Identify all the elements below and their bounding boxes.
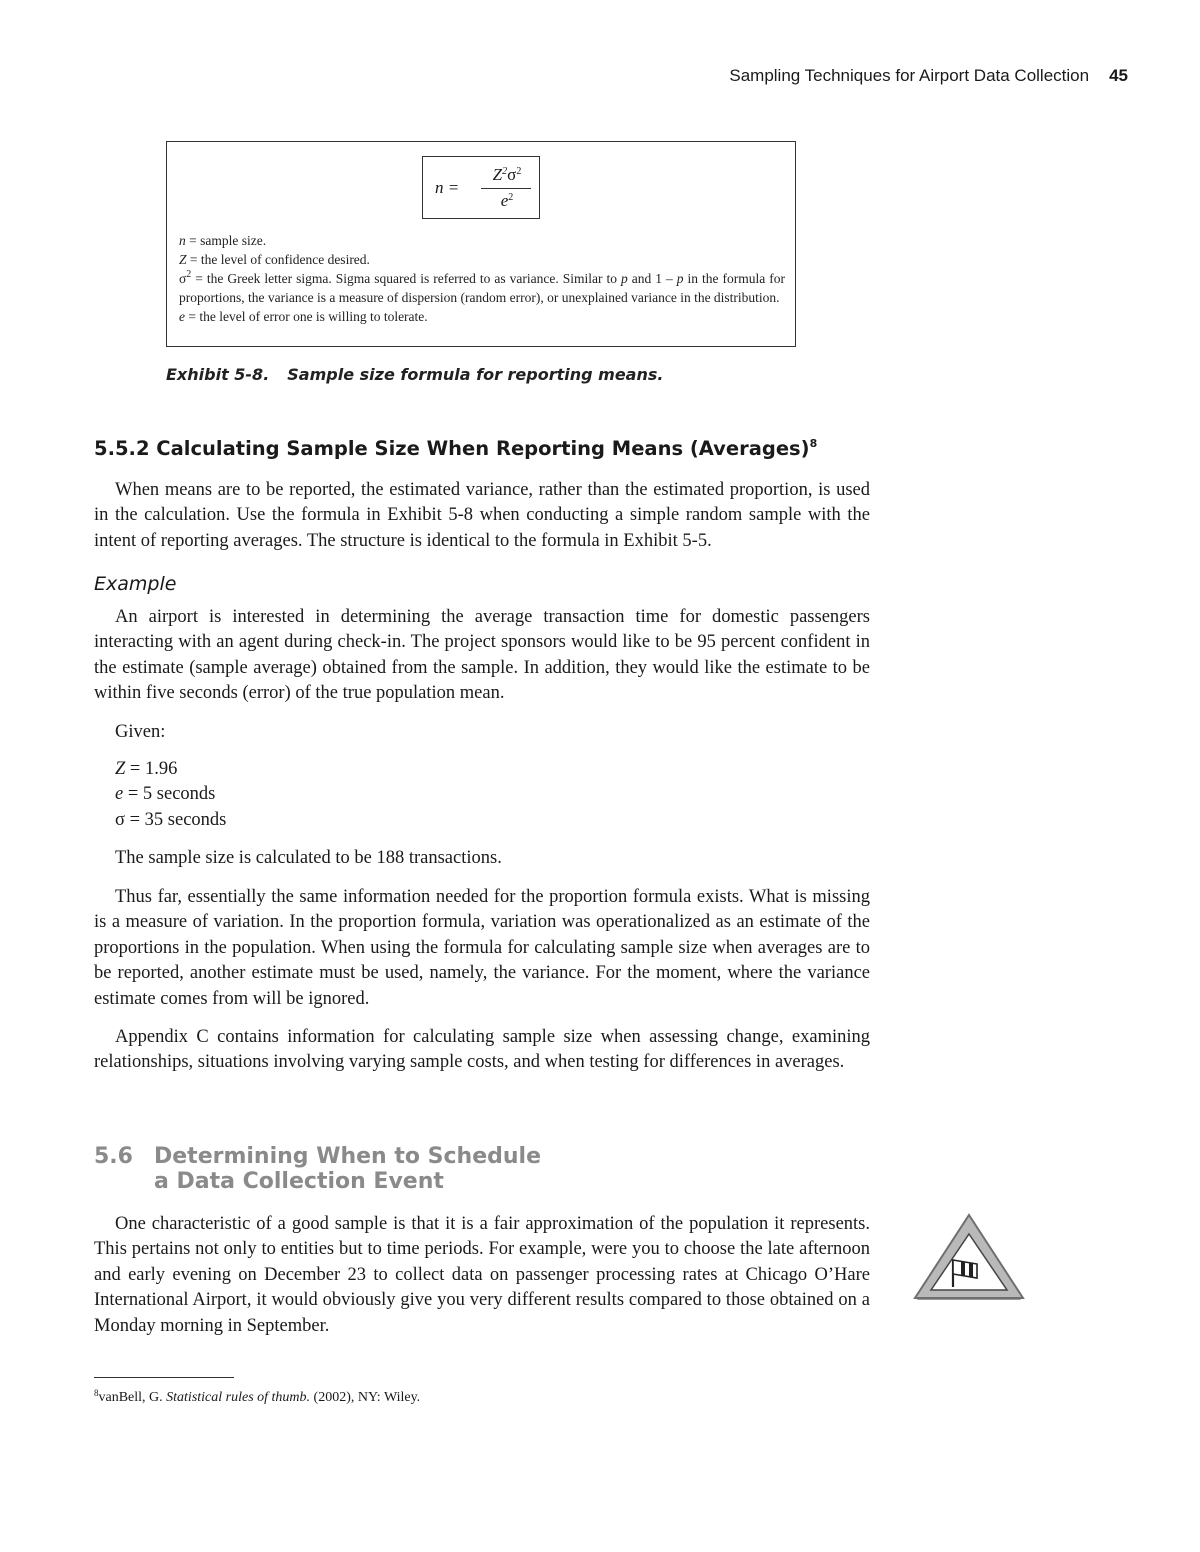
definition-n: n = sample size. <box>179 233 267 248</box>
given-z: Z = 1.96 <box>115 759 178 779</box>
footnote-rule <box>94 1377 234 1378</box>
exhibit-box <box>166 141 796 347</box>
paragraph-appendix: Appendix C contains information for calculating sample size when assessing change, examining relationships, situations involving varying sample costs, and when testing for differences in averages. <box>94 1027 870 1073</box>
running-title: Sampling Techniques for Airport Data Collection <box>729 66 1090 85</box>
exhibit-caption <box>166 365 663 384</box>
section-title-line2: a Data Collection Event <box>154 1169 444 1194</box>
running-header <box>729 66 1128 86</box>
formula-definitions <box>179 231 785 326</box>
section-heading-5-5-2: 5.5.2 Calculating Sample Size When Reporting Means (Averages)$^8$ <box>94 437 818 460</box>
section-title-line1: Determining When to Schedule <box>154 1144 542 1169</box>
fraction-bar <box>481 188 531 189</box>
footnote-ref[interactable]: 8 <box>809 437 818 450</box>
page-number: 45 <box>1109 66 1128 85</box>
definition-e: e = the level of error one is willing to tolerate. <box>179 309 428 324</box>
definition-sigma: $\sigma^2$ = the Greek letter sigma. Sigma squared is referred to as variance. Similar to p and 1 – p in the formula for proportions, the variance is a measure of dispersion (random error), or unexplained variance in the distribution. <box>179 269 785 305</box>
windsock-caution-icon <box>913 1212 1025 1309</box>
definition-z: Z = the level of confidence desired. <box>179 252 370 267</box>
caption-text: Sample size formula for reporting means. <box>287 365 664 384</box>
given-sigma: σ = 35 seconds <box>115 809 227 830</box>
section-heading-5-6 <box>94 1144 541 1194</box>
formula-lhs: n = <box>435 178 460 197</box>
given-values <box>115 757 226 833</box>
paragraph-schedule: One characteristic of a good sample is that it is a fair approximation of the population it represents. This pertains not only to entities but to time periods. For example, were you to choose the late afternoon and early evening on December 23 to collect data on passenger processing rates at Chicago O’Hare International Airport, it would obviously give you very different results compared to those obtained on a Monday morning in September. <box>94 1214 870 1336</box>
formula-numerator: $Z^2\sigma^2$ <box>492 165 522 184</box>
given-label: Given: <box>115 722 166 742</box>
footnote: $^8$vanBell, G. Statistical rules of thumb. (2002), NY: Wiley. <box>94 1388 421 1405</box>
example-heading: Example <box>94 573 177 595</box>
given-e: e = 5 seconds <box>115 784 216 805</box>
caption-label: Exhibit 5-8. <box>166 365 270 384</box>
result-text: The sample size is calculated to be 188 transactions. <box>115 848 502 868</box>
section-number: 5.6 <box>94 1144 133 1169</box>
sample-size-formula <box>422 156 540 219</box>
paragraph-means: When means are to be reported, the estimated variance, rather than the estimated proportion, is used in the calculation. Use the formula in Exhibit 5-8 when conducting a simple random sample with the intent of reporting averages. The structure is identical to the formula in Exhibit 5-5. <box>94 480 870 551</box>
formula-denominator: $e^2$ <box>500 191 514 210</box>
paragraph-variation: Thus far, essentially the same information needed for the proportion formula exists. What is missing is a measure of variation. In the proportion formula, variation was operationalized as an estimate of the proportions in the population. When using the formula for calculating sample size when averages are to be reported, another estimate must be used, namely, the variance. For the moment, where the variance estimate comes from will be ignored. <box>94 887 870 1009</box>
paragraph-example: An airport is interested in determining the average transaction time for domestic passengers interacting with an agent during check-in. The project sponsors would like to be 95 percent confident in the estimate (sample average) obtained from the sample. In addition, they would like the estimate to be within five seconds (error) of the true population mean. <box>94 607 870 704</box>
